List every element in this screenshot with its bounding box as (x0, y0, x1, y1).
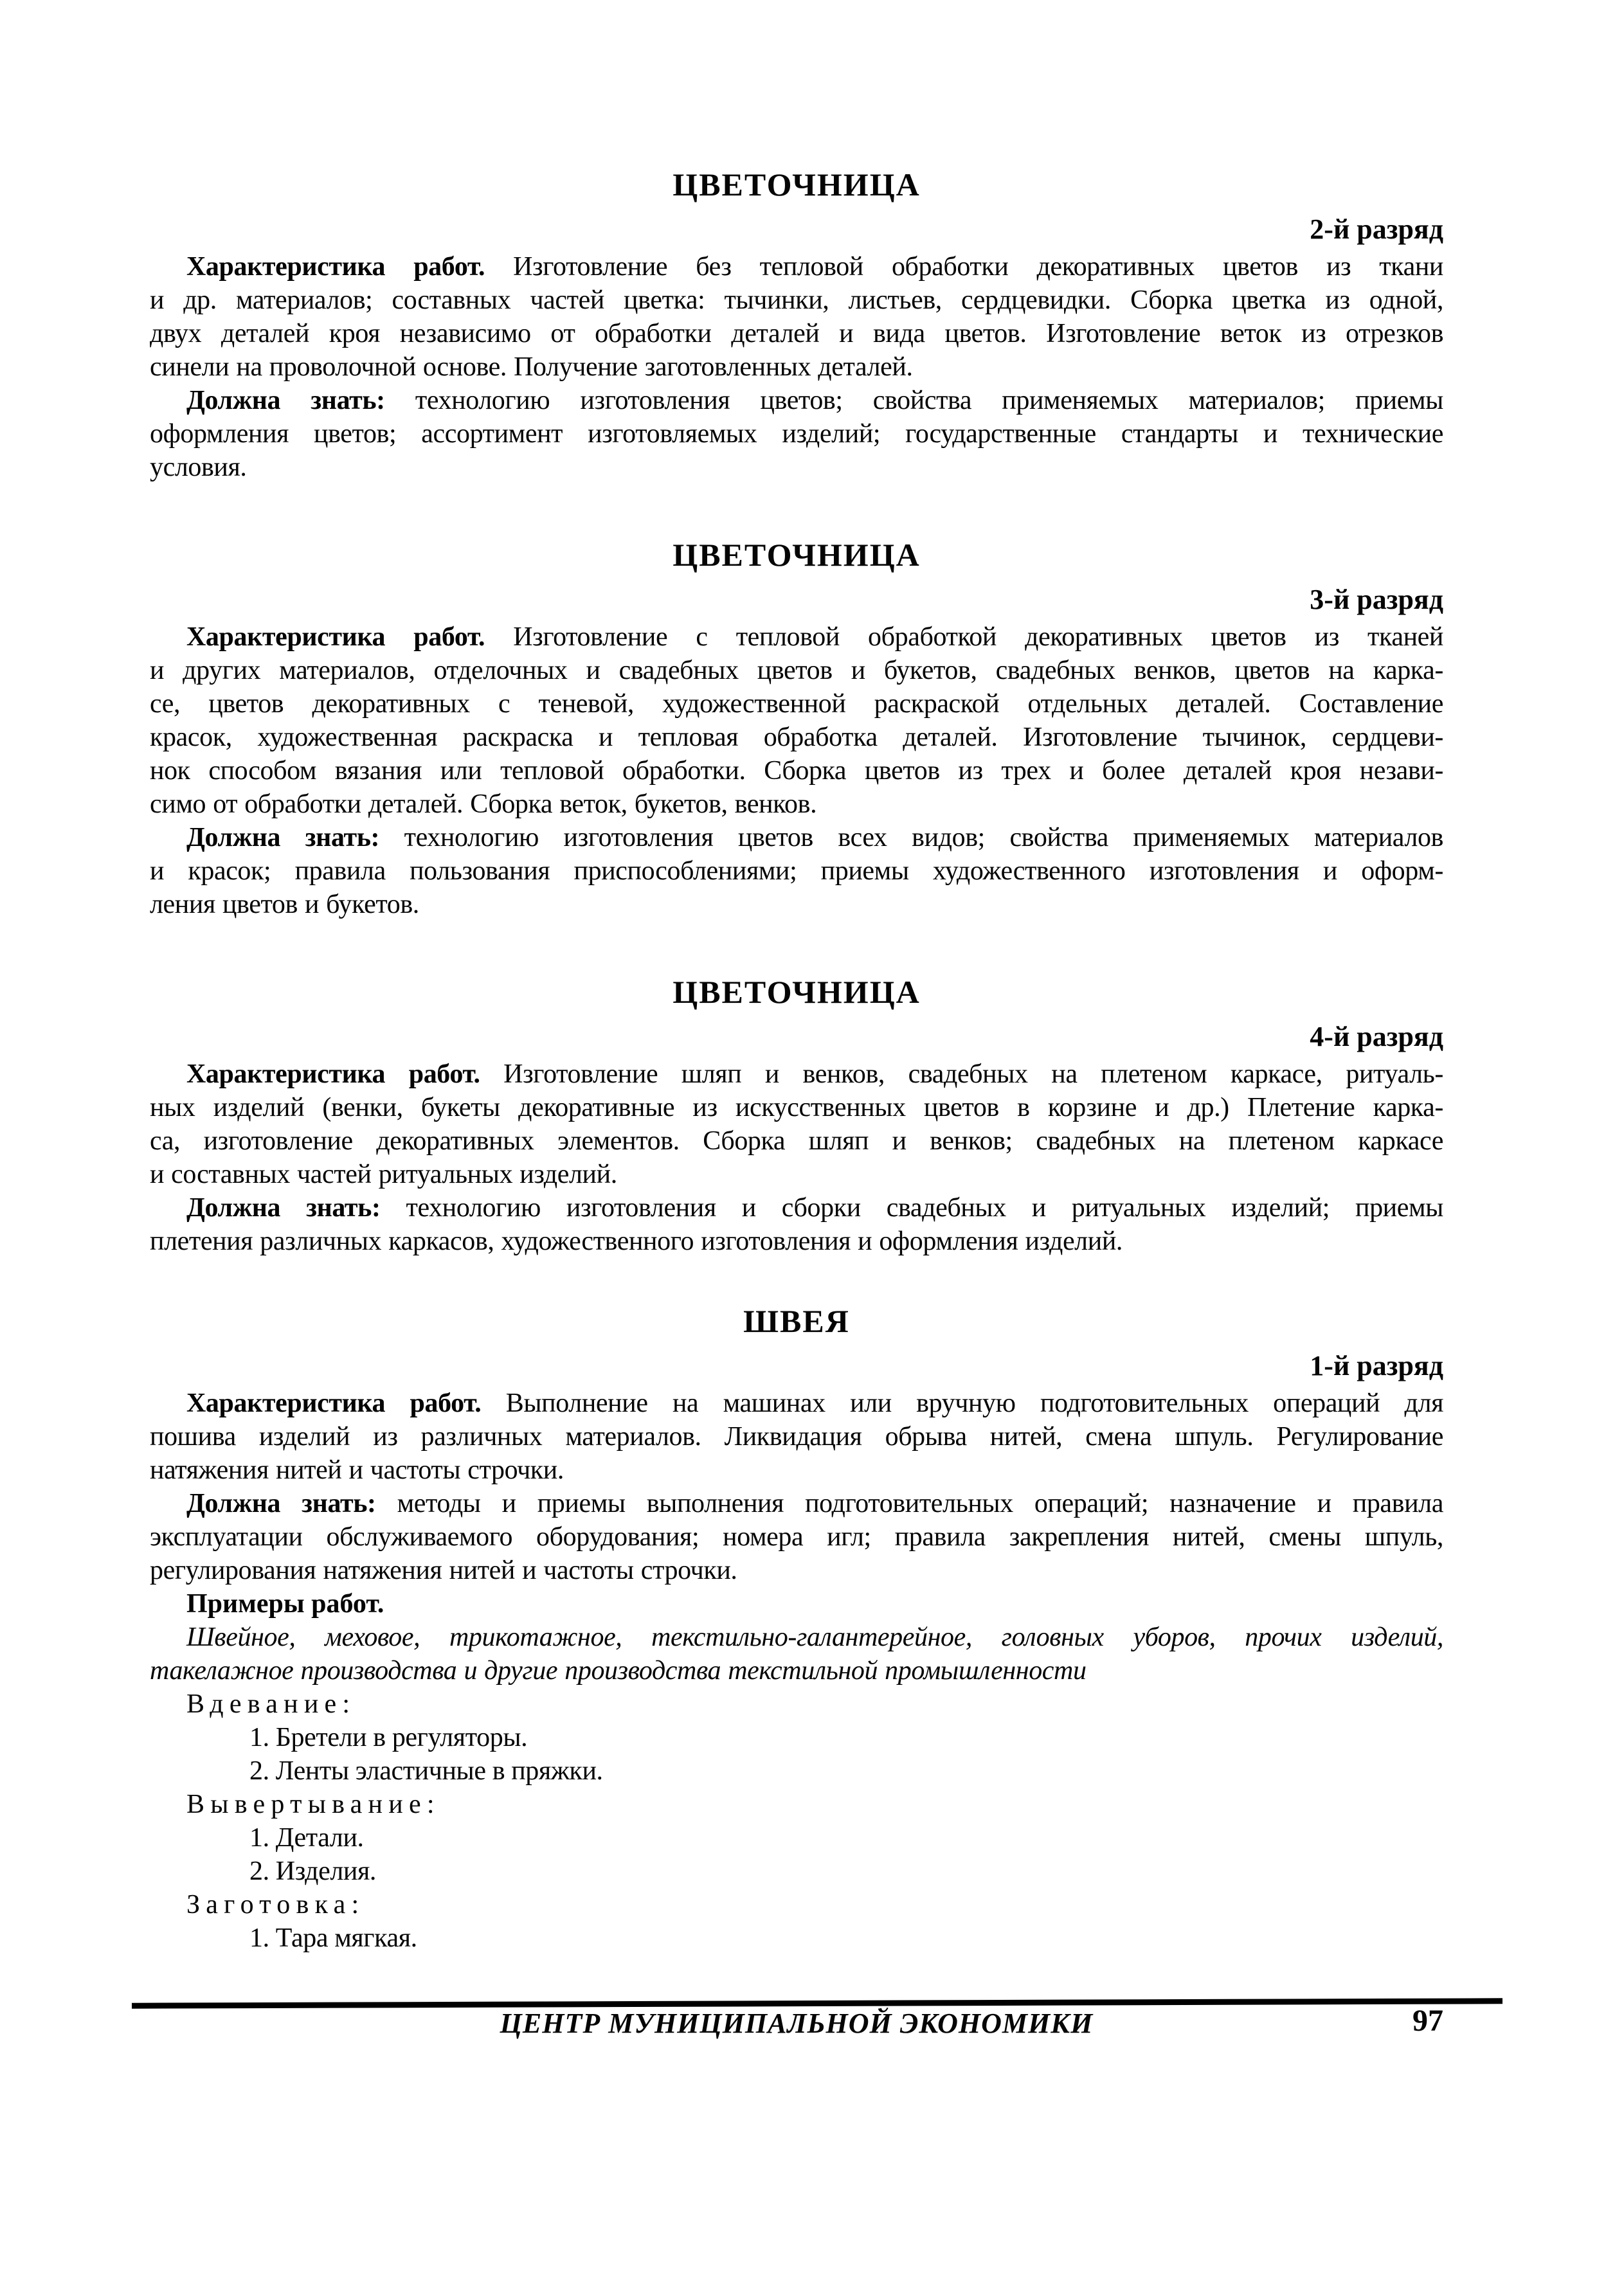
text-line: са, изготовление декоративных элементов. Сборка шляп и венков; свадебных на плетеном каркасе (150, 1126, 1443, 1156)
paragraph (150, 821, 1443, 921)
text-line: Характеристика работ. Изготовление с тепловой обработкой декоративных цветов из тканей (186, 622, 1443, 652)
text-line: плетения различных каркасов, художественного изготовления и оформления изделий. (150, 1227, 1123, 1256)
text-line: нок способом вязания или тепловой обработки. Сборка цветов из трех и более деталей кроя незави- (150, 756, 1443, 786)
paragraph-lead: Характеристика работ. (186, 252, 485, 282)
text-line: Характеристика работ. Изготовление без тепловой обработки декоративных цветов из ткани (186, 252, 1443, 282)
section-4 (150, 1302, 1443, 1955)
text-line: Должна знать: технологию изготовления цветов всех видов; свойства применяемых материалов (186, 823, 1443, 852)
group-heading: Вывертывание: (186, 1790, 440, 1819)
text-line: условия. (150, 453, 247, 482)
text-line: ных изделий (венки, букеты декоративные из искусственных цветов в корзине и др.) Плетение карка- (150, 1093, 1443, 1122)
text-line: эксплуатации обслуживаемого оборудования; номера игл; правила закрепления нитей, смены шпуль, (150, 1522, 1443, 1552)
text-line: красок, художественная раскраска и тепловая обработка деталей. Изготовление тычинок, сердцеви- (150, 723, 1443, 752)
text-line: и составных частей ритуальных изделий. (150, 1160, 617, 1189)
text-line: Характеристика работ. Изготовление шляп и венков, свадебных на плетеном каркасе, ритуаль- (186, 1059, 1444, 1089)
paragraph-lead: Характеристика работ. (186, 1389, 482, 1418)
text-line: и других материалов, отделочных и свадебных цветов и букетов, свадебных венков, цветов на карка- (150, 656, 1443, 685)
paragraph (150, 1487, 1443, 1587)
work-examples-group (150, 1687, 1443, 1788)
list-item: 2. Ленты эластичные в пряжки. (249, 1756, 603, 1786)
text-line: Характеристика работ. Выполнение на машинах или вручную подготовительных операций для (186, 1389, 1443, 1418)
section-grade: 4-й разряд (1310, 1021, 1443, 1052)
group-heading: Вдевание: (186, 1689, 356, 1719)
examples-heading: Примеры работ. (186, 1589, 384, 1619)
text-line: пошива изделий из различных материалов. Ликвидация обрыва нитей, смена шпуль. Регулирование (150, 1422, 1443, 1452)
section-title: ЦВЕТОЧНИЦА (672, 166, 921, 202)
text-line: Должна знать: технологию изготовления цветов; свойства применяемых материалов; приемы (186, 386, 1443, 415)
production-types (150, 1621, 1443, 1687)
section-1 (150, 165, 1443, 484)
text-line: оформления цветов; ассортимент изготовляемых изделий; государственные стандарты и технические (150, 419, 1443, 449)
paragraph-lead: Должна знать: (186, 1489, 376, 1518)
section-title: ШВЕЯ (743, 1303, 850, 1339)
paragraph (150, 1191, 1443, 1258)
text-line: синели на проволочной основе. Получение заготовленных деталей. (150, 352, 913, 382)
text-line: и др. материалов; составных частей цветка: тычинки, листьев, сердцевидки. Сборка цветка из одной, (150, 285, 1443, 315)
footer-publisher: ЦЕНТР МУНИЦИПАЛЬНОЙ ЭКОНОМИКИ (500, 2008, 1094, 2039)
text-line: двух деталей кроя независимо от обработки деталей и вида цветов. Изготовление веток из отрезков (150, 319, 1443, 348)
paragraph-lead: Должна знать: (186, 1193, 381, 1223)
section-title: ЦВЕТОЧНИЦА (672, 974, 921, 1010)
text-line: Должна знать: методы и приемы выполнения подготовительных операций; назначение и правила (186, 1489, 1443, 1518)
text-line: се, цветов декоративных с теневой, художественной раскраской отдельных деталей. Составление (150, 689, 1443, 719)
section-grade: 1-й разряд (1310, 1350, 1443, 1381)
paragraph (150, 1057, 1443, 1191)
list-item: 2. Изделия. (249, 1857, 377, 1886)
text-line: Швейное, меховое, трикотажное, текстильно-галантерейное, головных уборов, прочих изделий, (186, 1623, 1443, 1652)
text-line: такелажное производства и другие производства текстильной промышленности (150, 1656, 1087, 1686)
work-examples-group (150, 1788, 1443, 1888)
list-item: 1. Тара мягкая. (249, 1923, 417, 1953)
list-item: 1. Бретели в регуляторы. (249, 1723, 528, 1752)
paragraph (150, 384, 1443, 484)
section-grade: 3-й разряд (1310, 584, 1443, 615)
paragraph-lead: Характеристика работ. (186, 622, 485, 652)
group-heading: Заготовка: (186, 1890, 365, 1920)
section-2 (150, 535, 1443, 921)
list-item: 1. Детали. (249, 1823, 364, 1853)
text-line: регулирования натяжения нитей и частоты строчки. (150, 1556, 737, 1585)
text-line: Должна знать: технологию изготовления и сборки свадебных и ритуальных изделий; приемы (186, 1193, 1443, 1223)
paragraph (150, 620, 1443, 821)
paragraph (150, 1387, 1443, 1487)
text-line: ления цветов и букетов. (150, 890, 419, 919)
work-examples-group (150, 1888, 1443, 1955)
paragraph (150, 250, 1443, 384)
paragraph-lead: Характеристика работ. (186, 1059, 480, 1089)
section-grade: 2-й разряд (1310, 213, 1443, 245)
text-line: натяжения нитей и частоты строчки. (150, 1455, 564, 1485)
document-body (150, 0, 1443, 1955)
section-3 (150, 973, 1443, 1258)
text-line: и красок; правила пользования приспособлениями; приемы художественного изготовления и оформ- (150, 856, 1443, 886)
paragraph-lead: Должна знать: (186, 823, 380, 852)
page-number: 97 (1412, 2004, 1443, 2038)
paragraph-lead: Должна знать: (186, 386, 385, 415)
section-title: ЦВЕТОЧНИЦА (672, 537, 921, 573)
text-line: симо от обработки деталей. Сборка веток, букетов, венков. (150, 789, 817, 819)
